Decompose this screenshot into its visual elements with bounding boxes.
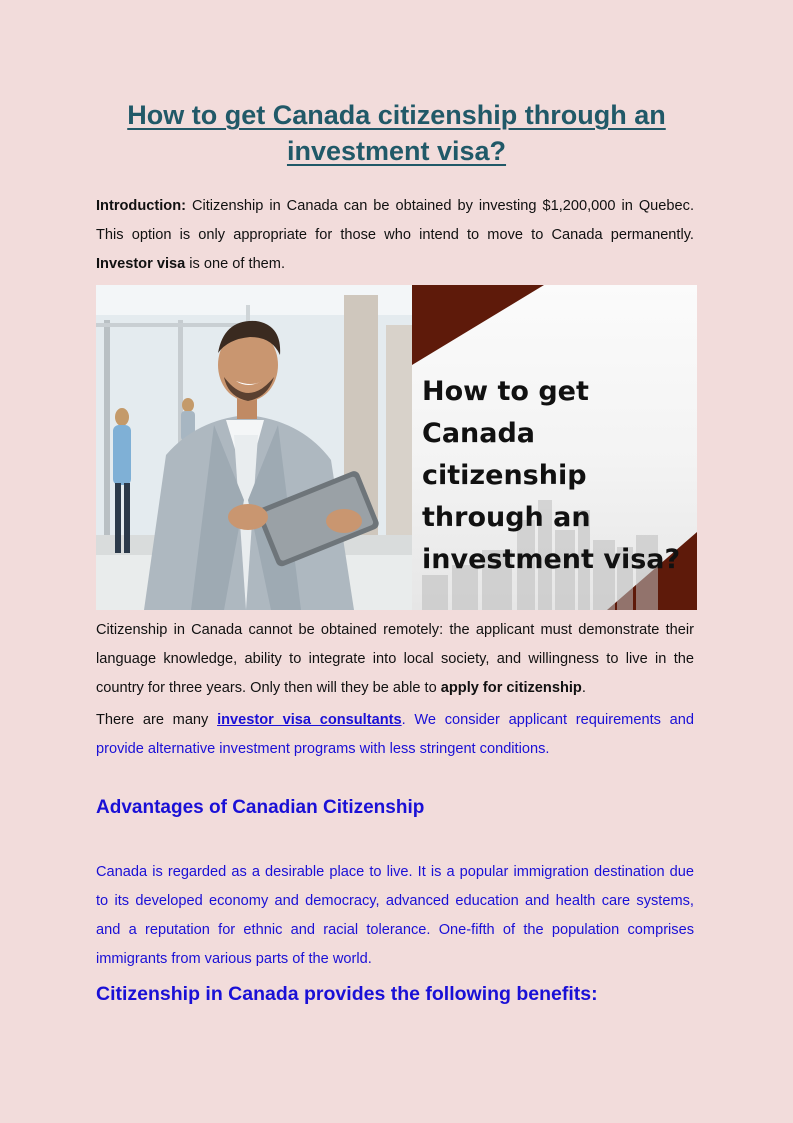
businessman-illustration [96, 285, 412, 610]
consultants-paragraph [96, 706, 694, 764]
banner-text-panel [412, 285, 697, 610]
remote-paragraph [96, 616, 694, 703]
page-title: How to get Canada citizenship through an investment visa? [127, 100, 666, 166]
advantages-heading: Advantages of Canadian Citizenship [96, 797, 425, 818]
benefits-heading: Citizenship in Canada provides the following benefits: [96, 983, 598, 1005]
remote-text: Citizenship in Canada cannot be obtained remotely: the applicant must demonstrate their language knowledge, ability to integrate into local society, and willingness to live in the country for three years. Only then will they be able to [96, 622, 694, 696]
intro-text-end: is one of them. [185, 256, 286, 272]
advantages-paragraph: Canada is regarded as a desirable place to live. It is a popular immigration destination due to its developed economy and democracy, advanced education and health care systems, and a reputation for ethnic and racial tolerance. One-fifth of the population comprises immigrants from various parts of the world. [96, 864, 694, 967]
intro-paragraph [96, 192, 694, 279]
investor-visa-bold: Investor visa [96, 256, 186, 272]
consultants-text-end: . We consider applicant requirements and provide alternative investment programs with less stringent conditions. [96, 712, 694, 757]
intro-text: Citizenship in Canada can be obtained by investing $1,200,000 in Quebec. This option is only appropriate for those who intend to move to Canada permanently. [96, 198, 694, 243]
consultants-text: There are many [96, 712, 218, 728]
banner-image [96, 285, 697, 610]
investor-visa-consultants-link[interactable]: investor visa consultants [217, 712, 402, 728]
banner-heading: How to get Canada citizenship through an investment visa? [422, 376, 681, 575]
intro-label: Introduction: [96, 198, 186, 214]
businessman-photo [96, 285, 412, 610]
remote-text-end: . [581, 680, 586, 696]
apply-citizenship-bold: apply for citizenship [440, 680, 582, 696]
